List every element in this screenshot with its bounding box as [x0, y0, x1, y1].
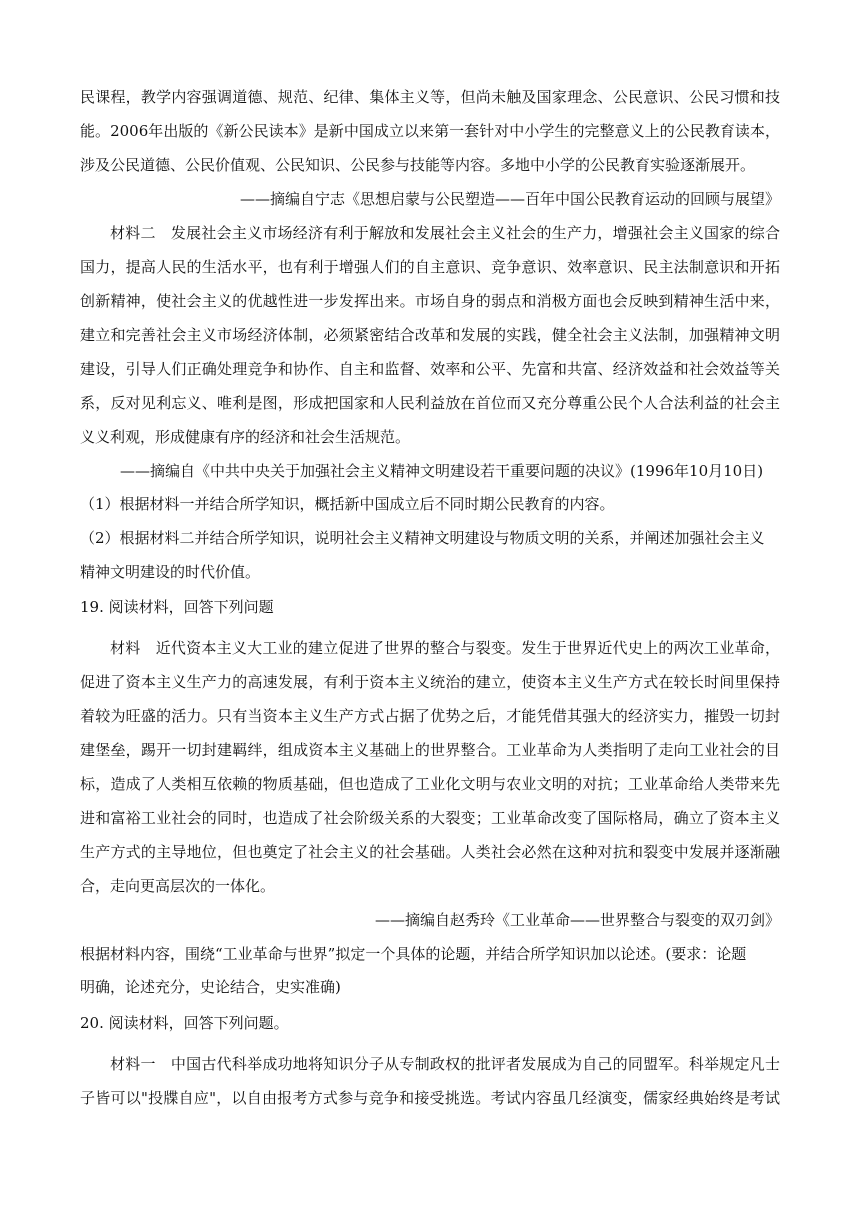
question-heading: 20. 阅读材料，回答下列问题。: [80, 1014, 289, 1032]
paragraph-line: 子皆可以"投牒自应"，以自由报考方式参与竞争和接受挑选。考试内容虽几经演变，儒家经典始终是考试: [80, 1089, 780, 1107]
paragraph-line: 涉及公民道德、公民价值观、公民知识、公民参与技能等内容。多地中小学的公民教育实验逐渐展开。: [80, 156, 756, 174]
material-heading-line: 材料 近代资本主义大工业的建立促进了世界的整合与裂变。发生于世界近代史上的两次工业革命，: [110, 639, 780, 657]
question-line: （1）根据材料一并结合所学知识，概括新中国成立后不同时期公民教育的内容。: [80, 495, 615, 513]
question-line: （2）根据材料二并结合所学知识，说明社会主义精神文明建设与物质文明的关系，并阐述加强社会主义: [80, 529, 765, 547]
paragraph-line: 创新精神，使社会主义的优越性进一步发挥出来。市场自身的弱点和消极方面也会反映到精神生活中来，: [80, 292, 780, 310]
source-citation: ——摘编自宁志《思想启蒙与公民塑造——百年中国公民教育运动的回顾与展望》: [239, 190, 780, 208]
question-line: 明确，论述充分，史论结合，史实准确): [80, 978, 341, 996]
question-heading: 19. 阅读材料，回答下列问题: [80, 598, 274, 616]
paragraph-line: 标，造成了人类相互依赖的物质基础，但也造成了工业化文明与农业文明的对抗；工业革命给人类带来先: [80, 775, 780, 793]
paragraph-line: 进和富裕工业社会的同时，也造成了社会阶级关系的大裂变；工业革命改变了国际格局，确立了资本主义: [80, 809, 780, 827]
paragraph-line: 建设，引导人们正确处理竞争和协作、自主和监督、效率和公平、先富和共富、经济效益和社会效益等关: [80, 360, 780, 378]
paragraph-line: 义义利观，形成健康有序的经济和社会生活规范。: [80, 428, 411, 446]
paragraph-line: 能。2006年出版的《新公民读本》是新中国成立以来第一套针对中小学生的完整意义上的公民教育读本，: [80, 122, 780, 140]
paragraph-line: 系，反对见利忘义、唯利是图，形成把国家和人民利益放在首位而又充分尊重公民个人合法利益的社会主: [80, 394, 780, 412]
question-line: 精神文明建设的时代价值。: [80, 563, 261, 581]
paragraph-line: 民课程，教学内容强调道德、规范、纪律、集体主义等，但尚未触及国家理念、公民意识、公民习惯和技: [80, 88, 780, 106]
paragraph-line: 着较为旺盛的活力。只有当资本主义生产方式占据了优势之后，才能凭借其强大的经济实力，摧毁一切封: [80, 707, 780, 725]
paragraph-line: 建立和完善社会主义市场经济体制，必须紧密结合改革和发展的实践，健全社会主义法制，加强精神文明: [80, 326, 780, 344]
paragraph-line: 促进了资本主义生产力的高速发展，有利于资本主义统治的建立，使资本主义生产方式在较长时间里保持: [80, 673, 780, 691]
material-heading-line: 材料二 发展社会主义市场经济有利于解放和发展社会主义社会的生产力，增强社会主义国家的综合: [110, 224, 780, 242]
source-citation: ——摘编自赵秀玲《工业革命——世界整合与裂变的双刃剑》: [374, 911, 780, 929]
paragraph-line: 国力，提高人民的生活水平，也有利于增强人们的自主意识、竞争意识、效率意识、民主法制意识和开拓: [80, 258, 780, 276]
source-citation: ——摘编自《中共中央关于加强社会主义精神文明建设若干重要问题的决议》(1996年10月10日): [120, 462, 764, 480]
material-heading-line: 材料一 中国古代科举成功地将知识分子从专制政权的批评者发展成为自己的同盟军。科举规定凡士: [110, 1055, 780, 1073]
paragraph-line: 建堡垒，踢开一切封建羁绊，组成资本主义基础上的世界整合。工业革命为人类指明了走向工业社会的目: [80, 741, 780, 759]
paragraph-line: 生产方式的主导地位，但也奠定了社会主义的社会基础。人类社会必然在这种对抗和裂变中发展并逐渐融: [80, 843, 780, 861]
paragraph-line: 合，走向更高层次的一体化。: [80, 877, 276, 895]
question-line: 根据材料内容，围绕“工业革命与世界”拟定一个具体的论题，并结合所学知识加以论述。(要求：论题: [80, 945, 747, 963]
